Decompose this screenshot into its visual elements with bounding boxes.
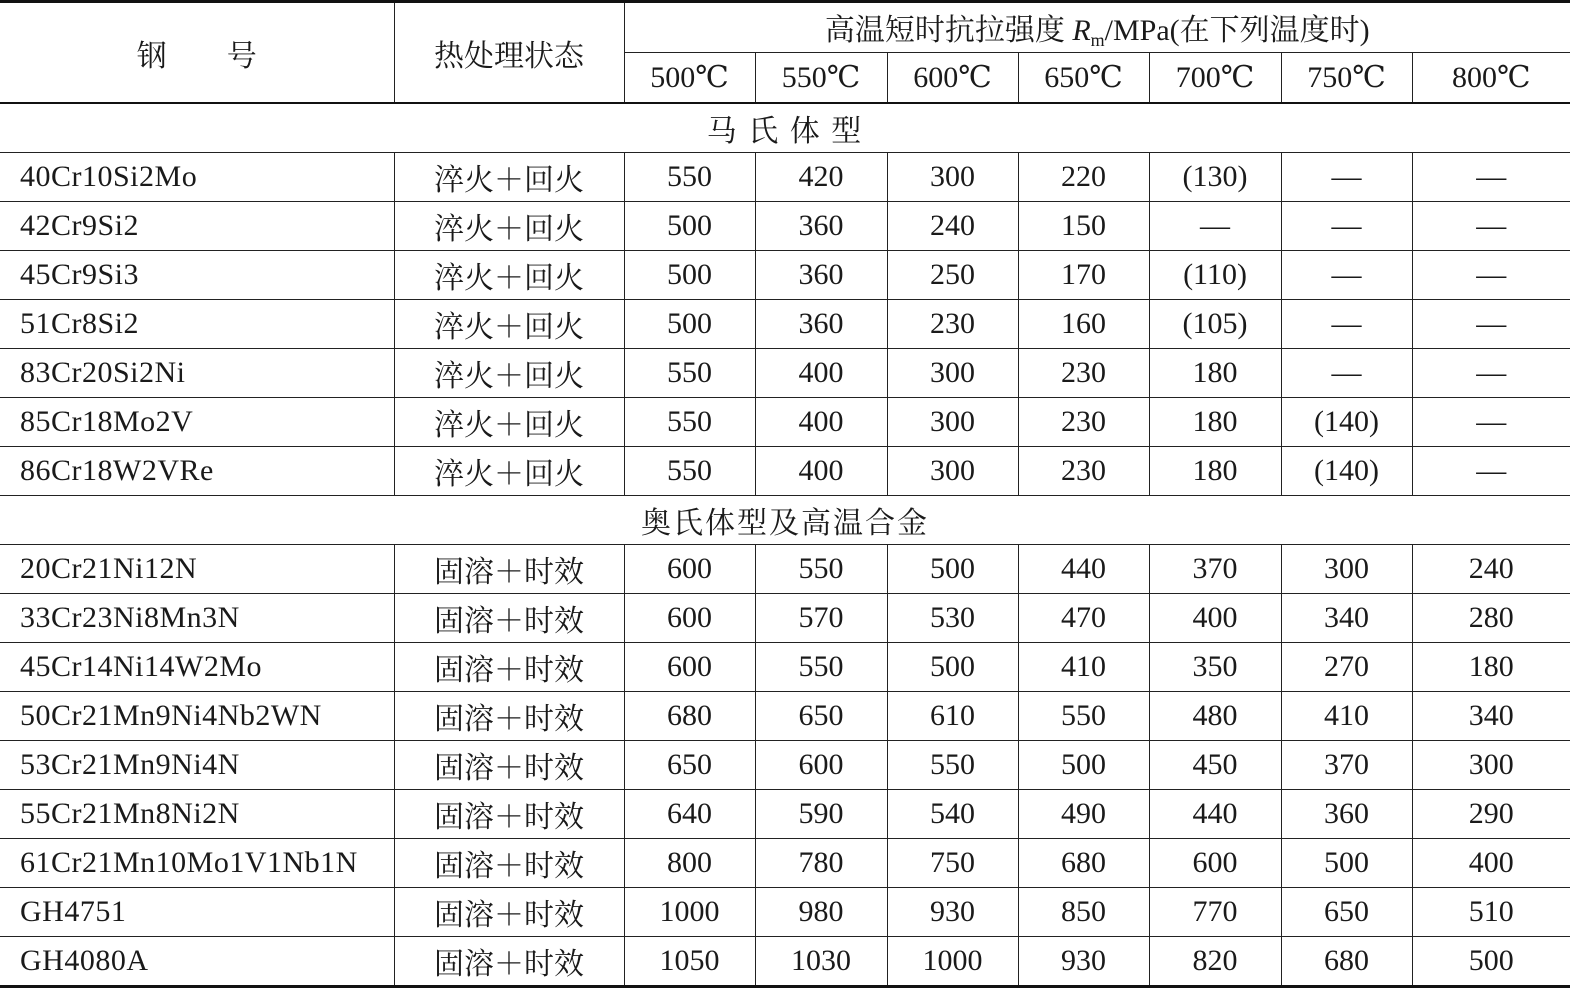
strength-value-cell: 230 (887, 300, 1018, 349)
strength-value-cell: — (1412, 202, 1570, 251)
header-group-sub: m (1090, 29, 1105, 50)
strength-value-cell: 490 (1018, 790, 1149, 839)
strength-value-cell: 680 (1281, 937, 1412, 987)
strength-value-cell: — (1412, 251, 1570, 300)
header-strength-group (624, 2, 1570, 53)
strength-value-cell: 400 (755, 349, 887, 398)
header-group-pre: 高温短时抗拉强度 (824, 13, 1073, 47)
steel-grade-cell: 45Cr14Ni14W2Mo (0, 643, 394, 692)
strength-value-cell: 360 (755, 300, 887, 349)
treatment-cell: 固溶＋时效 (394, 839, 624, 888)
steel-grade-cell: 86Cr18W2VRe (0, 447, 394, 496)
strength-value-cell: 500 (887, 545, 1018, 594)
strength-value-cell: 360 (1281, 790, 1412, 839)
steel-grade-cell: 85Cr18Mo2V (0, 398, 394, 447)
strength-value-cell: 980 (755, 888, 887, 937)
strength-value-cell: 300 (1412, 741, 1570, 790)
treatment-cell: 固溶＋时效 (394, 594, 624, 643)
strength-value-cell: — (1281, 349, 1412, 398)
strength-value-cell: 500 (887, 643, 1018, 692)
strength-value-cell: 180 (1149, 398, 1281, 447)
strength-value-cell: 1050 (624, 937, 755, 987)
strength-value-cell: — (1281, 153, 1412, 202)
strength-value-cell: 160 (1018, 300, 1149, 349)
strength-value-cell: 850 (1018, 888, 1149, 937)
strength-value-cell: — (1149, 202, 1281, 251)
strength-value-cell: 410 (1018, 643, 1149, 692)
table-row (0, 643, 1570, 692)
strength-value-cell: 930 (887, 888, 1018, 937)
strength-value-cell: 400 (755, 398, 887, 447)
strength-value-cell: 480 (1149, 692, 1281, 741)
table-row (0, 251, 1570, 300)
steel-grade-cell: 53Cr21Mn9Ni4N (0, 741, 394, 790)
strength-value-cell: 300 (1281, 545, 1412, 594)
strength-value-cell: 170 (1018, 251, 1149, 300)
header-treatment: 热处理状态 (394, 2, 624, 104)
steel-grade-cell: 51Cr8Si2 (0, 300, 394, 349)
steel-grade-cell: 40Cr10Si2Mo (0, 153, 394, 202)
treatment-cell: 固溶＋时效 (394, 643, 624, 692)
strength-value-cell: 500 (1412, 937, 1570, 987)
section-row (0, 103, 1570, 153)
strength-value-cell: 470 (1018, 594, 1149, 643)
treatment-cell: 淬火＋回火 (394, 251, 624, 300)
strength-value-cell: 600 (624, 643, 755, 692)
strength-value-cell: — (1412, 300, 1570, 349)
table-row (0, 153, 1570, 202)
strength-value-cell: — (1412, 447, 1570, 496)
strength-value-cell: 1000 (887, 937, 1018, 987)
treatment-cell: 淬火＋回火 (394, 153, 624, 202)
steel-grade-cell: 33Cr23Ni8Mn3N (0, 594, 394, 643)
strength-value-cell: 370 (1281, 741, 1412, 790)
table-body (0, 103, 1570, 987)
table-row (0, 447, 1570, 496)
strength-value-cell: 1030 (755, 937, 887, 987)
treatment-cell: 固溶＋时效 (394, 888, 624, 937)
section-title: 奥氏体型及高温合金 (0, 496, 1570, 545)
strength-value-cell: 530 (887, 594, 1018, 643)
strength-value-cell: 400 (755, 447, 887, 496)
strength-value-cell: 550 (755, 643, 887, 692)
steel-grade-cell: GH4080A (0, 937, 394, 987)
strength-value-cell: — (1281, 300, 1412, 349)
strength-value-cell: 780 (755, 839, 887, 888)
strength-value-cell: 420 (755, 153, 887, 202)
steel-grade-cell: 50Cr21Mn9Ni4Nb2WN (0, 692, 394, 741)
table-row (0, 937, 1570, 987)
strength-value-cell: 1000 (624, 888, 755, 937)
header-group-post: /MPa(在下列温度时) (1104, 13, 1370, 47)
table-row (0, 741, 1570, 790)
strength-value-cell: 500 (624, 300, 755, 349)
strength-value-cell: (105) (1149, 300, 1281, 349)
strength-value-cell: 230 (1018, 447, 1149, 496)
strength-value-cell: 240 (887, 202, 1018, 251)
strength-value-cell: 300 (887, 153, 1018, 202)
strength-value-cell: 500 (1281, 839, 1412, 888)
strength-value-cell: 550 (887, 741, 1018, 790)
strength-value-cell: (130) (1149, 153, 1281, 202)
strength-value-cell: — (1412, 349, 1570, 398)
treatment-cell: 固溶＋时效 (394, 545, 624, 594)
strength-value-cell: 600 (1149, 839, 1281, 888)
table-row (0, 594, 1570, 643)
steel-grade-cell: 20Cr21Ni12N (0, 545, 394, 594)
strength-value-cell: 550 (1018, 692, 1149, 741)
strength-value-cell: 180 (1149, 349, 1281, 398)
table-row (0, 790, 1570, 839)
strength-value-cell: 300 (887, 447, 1018, 496)
header-temp: 500℃ (624, 53, 755, 104)
strength-value-cell: 500 (624, 251, 755, 300)
treatment-cell: 固溶＋时效 (394, 692, 624, 741)
strength-value-cell: 300 (887, 398, 1018, 447)
header-temp: 800℃ (1412, 53, 1570, 104)
header-group-r: R (1072, 13, 1091, 47)
strength-value-cell: 410 (1281, 692, 1412, 741)
strength-value-cell: 400 (1412, 839, 1570, 888)
strength-value-cell: 650 (1281, 888, 1412, 937)
strength-value-cell: 820 (1149, 937, 1281, 987)
strength-value-cell: 450 (1149, 741, 1281, 790)
strength-value-cell: 550 (755, 545, 887, 594)
section-title: 马 氏 体 型 (0, 103, 1570, 153)
strength-value-cell: — (1281, 202, 1412, 251)
treatment-cell: 固溶＋时效 (394, 741, 624, 790)
strength-value-cell: — (1281, 251, 1412, 300)
strength-value-cell: 510 (1412, 888, 1570, 937)
strength-value-cell: 930 (1018, 937, 1149, 987)
table-row (0, 202, 1570, 251)
strength-value-cell: 150 (1018, 202, 1149, 251)
strength-value-cell: 650 (755, 692, 887, 741)
strength-value-cell: 440 (1018, 545, 1149, 594)
header-temp: 550℃ (755, 53, 887, 104)
table-row (0, 349, 1570, 398)
treatment-cell: 淬火＋回火 (394, 349, 624, 398)
strength-value-cell: 280 (1412, 594, 1570, 643)
strength-value-cell: 270 (1281, 643, 1412, 692)
strength-value-cell: 600 (755, 741, 887, 790)
treatment-cell: 固溶＋时效 (394, 790, 624, 839)
strength-value-cell: 290 (1412, 790, 1570, 839)
strength-value-cell: — (1412, 398, 1570, 447)
header-row-1 (0, 2, 1570, 53)
steel-grade-cell: 83Cr20Si2Ni (0, 349, 394, 398)
strength-value-cell: — (1412, 153, 1570, 202)
strength-value-cell: 550 (624, 349, 755, 398)
strength-value-cell: 550 (624, 153, 755, 202)
strength-value-cell: 680 (624, 692, 755, 741)
strength-value-cell: 340 (1281, 594, 1412, 643)
strength-value-cell: 360 (755, 251, 887, 300)
strength-value-cell: 180 (1412, 643, 1570, 692)
strength-value-cell: 800 (624, 839, 755, 888)
strength-value-cell: 300 (887, 349, 1018, 398)
treatment-cell: 淬火＋回火 (394, 300, 624, 349)
strength-value-cell: 230 (1018, 349, 1149, 398)
table-row (0, 398, 1570, 447)
strength-value-cell: 360 (755, 202, 887, 251)
strength-value-cell: 500 (624, 202, 755, 251)
header-grade: 钢 号 (0, 2, 394, 104)
table-row (0, 839, 1570, 888)
strength-value-cell: 550 (624, 398, 755, 447)
strength-value-cell: 590 (755, 790, 887, 839)
strength-value-cell: 680 (1018, 839, 1149, 888)
header-temp: 600℃ (887, 53, 1018, 104)
strength-value-cell: 500 (1018, 741, 1149, 790)
strength-value-cell: (110) (1149, 251, 1281, 300)
section-row (0, 496, 1570, 545)
treatment-cell: 淬火＋回火 (394, 398, 624, 447)
header-temp: 700℃ (1149, 53, 1281, 104)
strength-value-cell: 180 (1149, 447, 1281, 496)
strength-value-cell: 750 (887, 839, 1018, 888)
steel-grade-cell: 45Cr9Si3 (0, 251, 394, 300)
strength-value-cell: 550 (624, 447, 755, 496)
treatment-cell: 固溶＋时效 (394, 937, 624, 987)
strength-value-cell: 640 (624, 790, 755, 839)
strength-value-cell: 600 (624, 545, 755, 594)
steel-grade-cell: 42Cr9Si2 (0, 202, 394, 251)
strength-value-cell: 400 (1149, 594, 1281, 643)
strength-value-cell: 770 (1149, 888, 1281, 937)
steel-grade-cell: GH4751 (0, 888, 394, 937)
strength-value-cell: 230 (1018, 398, 1149, 447)
strength-value-cell: 250 (887, 251, 1018, 300)
strength-value-cell: 610 (887, 692, 1018, 741)
steel-grade-cell: 61Cr21Mn10Mo1V1Nb1N (0, 839, 394, 888)
table-row (0, 692, 1570, 741)
treatment-cell: 淬火＋回火 (394, 447, 624, 496)
strength-value-cell: (140) (1281, 447, 1412, 496)
treatment-cell: 淬火＋回火 (394, 202, 624, 251)
strength-value-cell: 370 (1149, 545, 1281, 594)
table-row (0, 300, 1570, 349)
strength-value-cell: 220 (1018, 153, 1149, 202)
header-temp: 750℃ (1281, 53, 1412, 104)
strength-value-cell: 600 (624, 594, 755, 643)
strength-value-cell: 340 (1412, 692, 1570, 741)
strength-value-cell: 650 (624, 741, 755, 790)
strength-value-cell: 240 (1412, 545, 1570, 594)
table-row (0, 545, 1570, 594)
header-temp: 650℃ (1018, 53, 1149, 104)
steel-grade-cell: 55Cr21Mn8Ni2N (0, 790, 394, 839)
strength-value-cell: 350 (1149, 643, 1281, 692)
strength-value-cell: 570 (755, 594, 887, 643)
strength-value-cell: (140) (1281, 398, 1412, 447)
strength-value-cell: 440 (1149, 790, 1281, 839)
table-row (0, 888, 1570, 937)
strength-value-cell: 540 (887, 790, 1018, 839)
